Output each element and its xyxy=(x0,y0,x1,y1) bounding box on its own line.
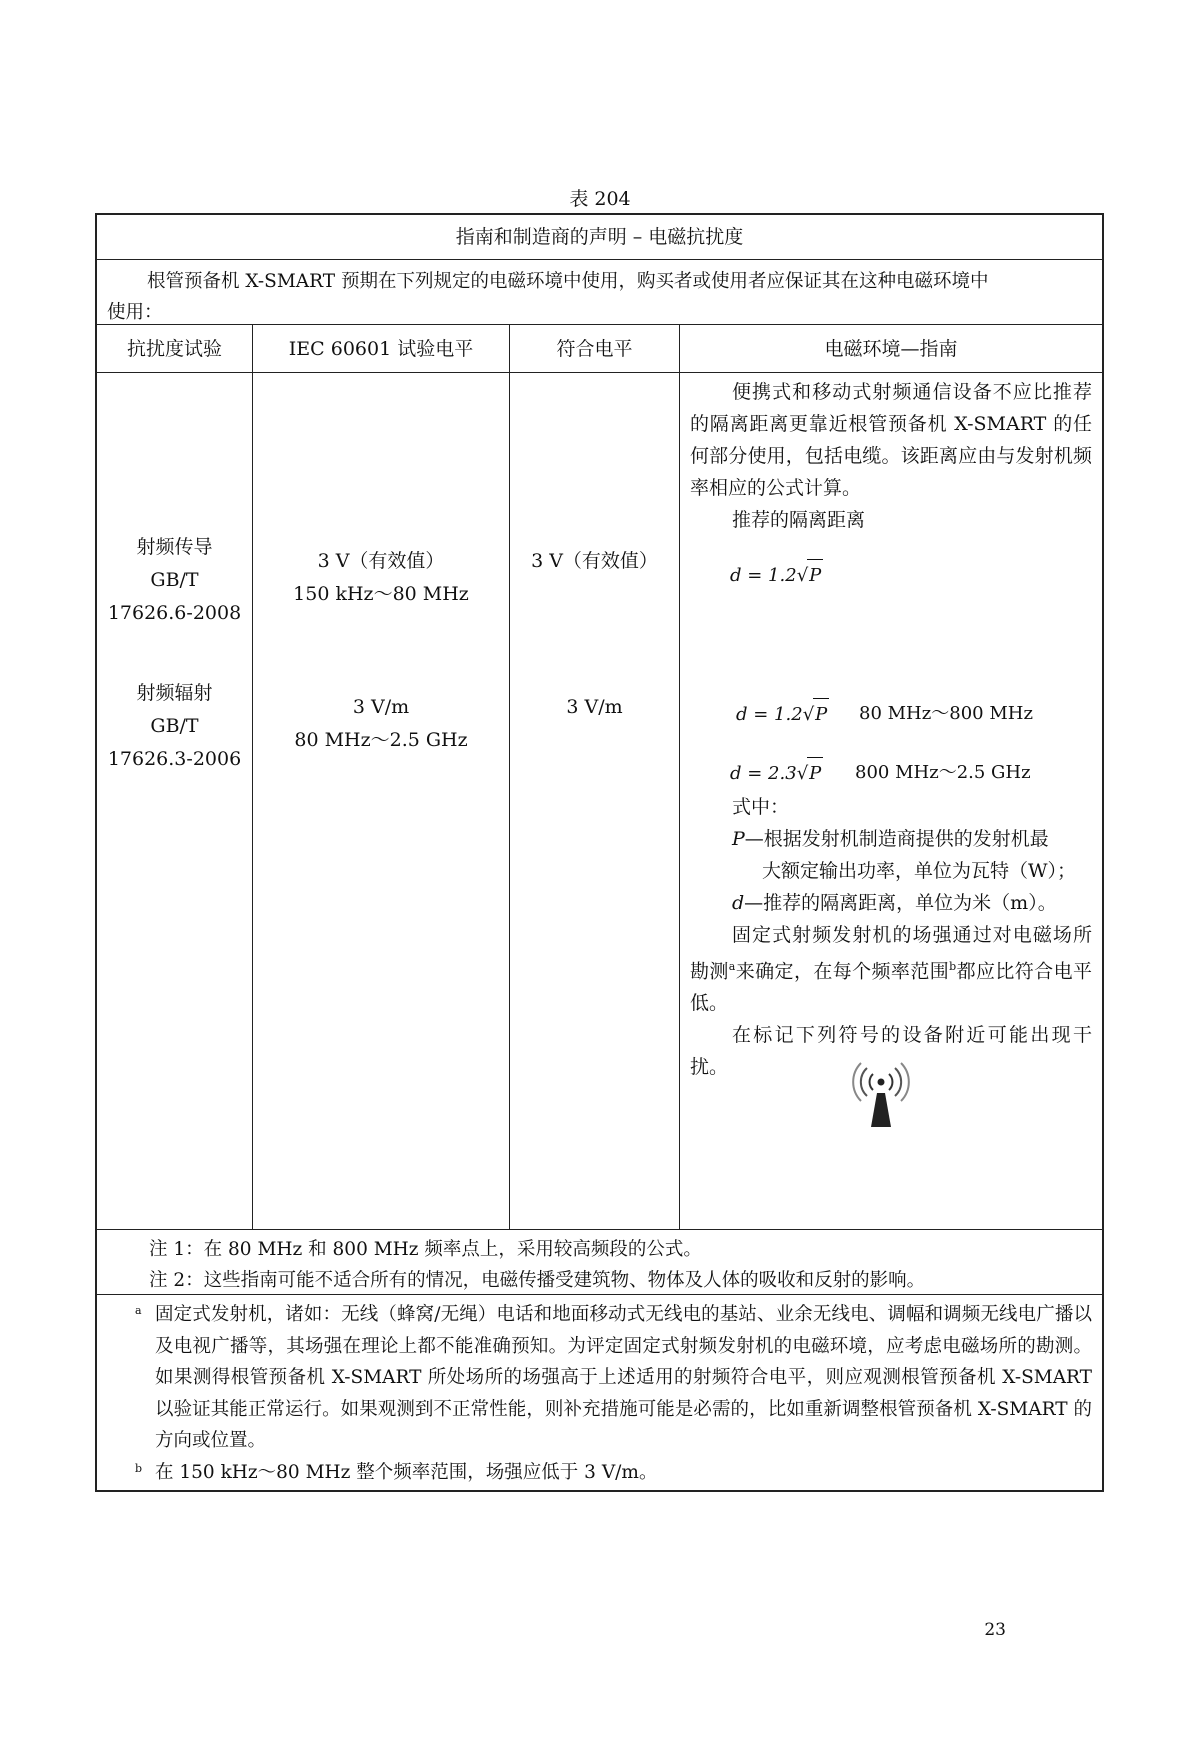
note-2: 注 2：这些指南可能不适合所有的情况，电磁传播受建筑物、物体及人体的吸收和反射的影响。 xyxy=(149,1270,926,1291)
d-definition-text: —推荐的隔离距离，单位为米（m）。 xyxy=(744,892,1057,914)
footnote-ref-b: b xyxy=(949,960,957,973)
formula-lhs: d = 1.2 xyxy=(736,704,803,725)
footnote-b xyxy=(107,1457,1092,1489)
header-immunity-test: 抗扰度试验 xyxy=(97,325,253,372)
p-definition xyxy=(690,823,1092,855)
p3-part-3: 都应比符合电平低。 xyxy=(690,960,1092,1015)
sqrt-sign: √ xyxy=(802,704,815,725)
compliance-radiated: 3 V/m xyxy=(566,696,623,718)
footnote-text: 在 150 kHz～80 MHz 整个频率范围，场强应低于 3 V/m。 xyxy=(155,1461,658,1483)
page-number: 23 xyxy=(984,1620,1006,1640)
level-conducted xyxy=(253,545,509,611)
body-row xyxy=(97,373,1102,1230)
guidance-definitions xyxy=(690,791,1092,1083)
table-caption: 表 204 xyxy=(569,188,631,210)
level-value: 3 V（有效值） xyxy=(317,550,445,572)
test-standard-number: 17626.6-2008 xyxy=(107,602,242,624)
p3-part-1: 固定式射频发射机的场强通过对电磁场所勘测 xyxy=(690,924,1092,983)
test-name: 射频辐射 xyxy=(136,682,213,704)
guidance-paragraph-2: 推荐的隔离距离 xyxy=(732,509,866,531)
sqrt-sign: √ xyxy=(796,565,809,586)
table-title: 指南和制造商的声明 – 电磁抗扰度 xyxy=(97,215,1102,260)
formula-radicand: P xyxy=(807,757,823,790)
header-iec-test-level: IEC 60601 试验电平 xyxy=(253,325,510,372)
header-compliance-level: 符合电平 xyxy=(510,325,680,372)
formula-radicand: P xyxy=(807,559,823,592)
formula-lhs: d = 2.3 xyxy=(730,763,797,784)
compliance-conducted: 3 V（有效值） xyxy=(531,550,658,572)
d-definition xyxy=(690,887,1092,919)
test-radiated-rf xyxy=(97,677,252,776)
level-value: 3 V/m xyxy=(352,696,410,718)
footnote-text: 固定式发射机，诸如：无线（蜂窝/无绳）电话和地面移动式无线电的基站、业余无线电、调幅和调频无线电广播以及电视广播等，其场强在理论上都不能准确预知。为评定固定式射频发射机的电磁环境，应考虑电磁场所的勘测。如果测得根管预备机 X-SMART 所处场所的场强高于上述适用的射频符合电平，则应观测根管预备机 X-SMART 以验证其能正常运行。如果观测到不正常性能，则补充措施可能是必需的，比如重新调整根管预备机 X-SMART 的方向或位置。 xyxy=(155,1304,1092,1451)
guidance-paragraph-3 xyxy=(690,919,1092,1019)
test-standard-number: 17626.3-2006 xyxy=(107,748,242,770)
formula-radicand: P xyxy=(813,698,829,731)
header-guidance: 电磁环境—指南 xyxy=(824,338,958,360)
level-range: 150 kHz～80 MHz xyxy=(293,583,469,605)
guidance-column xyxy=(680,373,1102,1229)
compliance-column xyxy=(510,373,680,1229)
non-ionizing-radiation-icon xyxy=(851,1061,911,1129)
guidance-paragraph-4: 在标记下列符号的设备附近可能出现干扰。 xyxy=(690,1024,1092,1079)
emc-immunity-table xyxy=(95,213,1104,1492)
sqrt-sign: √ xyxy=(796,763,809,784)
test-conducted-rf xyxy=(97,531,252,630)
test-column xyxy=(97,373,253,1229)
test-name: 射频传导 xyxy=(136,536,213,558)
header-row xyxy=(97,325,1102,373)
footnote-mark: b xyxy=(135,1461,143,1475)
formula-lhs: d = 1.2 xyxy=(730,565,797,586)
level-radiated xyxy=(253,691,509,757)
formula-range: 80 MHz～800 MHz xyxy=(859,703,1033,724)
formula-radiated-high xyxy=(730,757,1031,790)
test-standard: GB/T xyxy=(150,715,199,737)
note-1: 注 1：在 80 MHz 和 800 MHz 频率点上，采用较高频段的公式。 xyxy=(149,1239,702,1260)
formula-radiated-low xyxy=(736,698,1033,731)
d-symbol: d xyxy=(732,892,745,914)
intro-line-2: 使用： xyxy=(107,302,163,323)
level-range: 80 MHz～2.5 GHz xyxy=(294,729,468,751)
table-intro xyxy=(97,260,1102,325)
footnote-ref-a: a xyxy=(728,960,736,973)
intro-line-1: 根管预备机 X-SMART 预期在下列规定的电磁环境中使用，购买者或使用者应保证其在这种电磁环境中 xyxy=(147,271,989,292)
p-symbol: P xyxy=(732,828,745,850)
footnotes-row xyxy=(97,1295,1102,1490)
notes-row xyxy=(97,1230,1102,1295)
p-definition-cont: 大额定输出功率，单位为瓦特（W）； xyxy=(762,860,1077,882)
iec-level-column xyxy=(253,373,510,1229)
p-definition-text: —根据发射机制造商提供的发射机最 xyxy=(744,828,1049,850)
formula-range: 800 MHz～2.5 GHz xyxy=(855,762,1031,783)
guidance-paragraph-1: 便携式和移动式射频通信设备不应比推荐的隔离距离更靠近根管预备机 X-SMART 的任何部分使用，包括电缆。该距离应由与发射机频率相应的公式计算。 xyxy=(690,381,1092,499)
test-standard: GB/T xyxy=(150,569,199,591)
footnote-mark: a xyxy=(135,1304,142,1317)
where-label: 式中： xyxy=(732,796,790,818)
formula-conducted xyxy=(730,559,823,592)
p3-part-2: 来确定，在每个频率范围 xyxy=(735,960,950,983)
footnote-a xyxy=(107,1299,1092,1457)
